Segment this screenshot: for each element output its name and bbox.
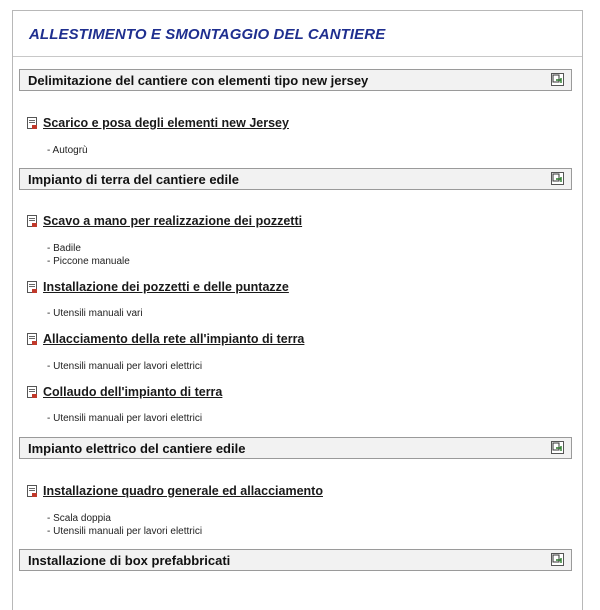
activity-link[interactable]: Scavo a mano per realizzazione dei pozzetti	[43, 214, 303, 228]
section-header	[19, 69, 572, 91]
section-title: Impianto di terra del cantiere edile	[28, 172, 239, 187]
document-icon	[27, 215, 38, 228]
tool-item: - Piccone manuale	[47, 256, 130, 267]
document-icon	[27, 333, 38, 346]
tool-item: - Autogrù	[47, 145, 88, 156]
tool-item: - Utensili manuali per lavori elettrici	[47, 413, 203, 424]
activity-link[interactable]: Installazione quadro generale ed allacciamento	[43, 484, 323, 498]
tool-item: - Utensili manuali per lavori elettrici	[47, 361, 203, 372]
activity-link[interactable]: Collaudo dell'impianto di terra	[43, 385, 223, 399]
expand-icon[interactable]	[551, 73, 564, 86]
expand-icon[interactable]	[551, 441, 564, 454]
document-icon	[27, 281, 38, 294]
document-frame	[12, 10, 583, 610]
expand-icon[interactable]	[551, 553, 564, 566]
tool-item: - Utensili manuali vari	[47, 308, 143, 319]
section-header	[19, 437, 572, 459]
expand-icon[interactable]	[551, 172, 564, 185]
section-header	[19, 549, 572, 571]
document-icon	[27, 485, 38, 498]
section-header	[19, 168, 572, 190]
page-title: ALLESTIMENTO E SMONTAGGIO DEL CANTIERE	[29, 26, 386, 43]
section-title: Delimitazione del cantiere con elementi tipo new jersey	[28, 73, 369, 88]
activity-link[interactable]: Scarico e posa degli elementi new Jersey	[43, 116, 289, 130]
tool-item: - Badile	[47, 243, 81, 254]
tool-item: - Scala doppia	[47, 513, 111, 524]
title-bar	[13, 11, 582, 57]
section-title: Installazione di box prefabbricati	[28, 553, 231, 568]
section-title: Impianto elettrico del cantiere edile	[28, 441, 246, 456]
tool-item: - Utensili manuali per lavori elettrici	[47, 526, 203, 537]
document-icon	[27, 117, 38, 130]
document-icon	[27, 386, 38, 399]
activity-link[interactable]: Installazione dei pozzetti e delle puntazze	[43, 280, 289, 294]
activity-link[interactable]: Allacciamento della rete all'impianto di terra	[43, 332, 305, 346]
